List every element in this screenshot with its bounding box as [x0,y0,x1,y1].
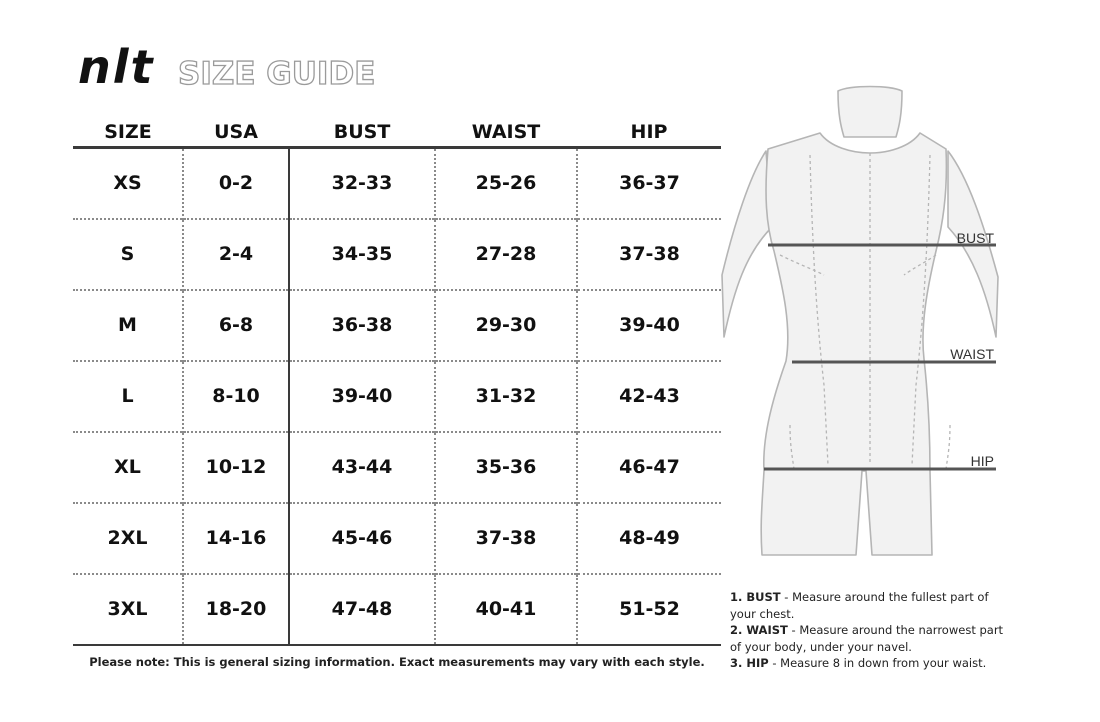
header-size: SIZE [73,118,183,148]
table-row [73,503,721,574]
instruction-term: 2. WAIST [730,623,788,637]
instruction-text: - Measure 8 in down from your waist. [768,656,987,670]
mannequin-neck [838,87,902,138]
cell-size: 3XL [73,574,183,645]
cell-bust: 45-46 [289,503,435,574]
cell-hip: 42-43 [577,361,721,432]
cell-waist: 40-41 [435,574,577,645]
cell-size: S [73,219,183,290]
table-row [73,148,721,219]
cell-hip: 51-52 [577,574,721,645]
instruction-waist [730,622,1005,655]
cell-hip: 36-37 [619,172,680,195]
mannequin-figure [720,85,1020,585]
cell-bust: 34-35 [289,219,435,290]
cell-usa: 18-20 [183,574,289,645]
cell-bust: 43-44 [289,432,435,503]
size-table [73,118,721,646]
table-row [73,361,721,432]
cell-usa: 2-4 [183,219,289,290]
waist-label: WAIST [950,346,994,362]
cell-size: 2XL [73,503,183,574]
cell-usa: 6-8 [183,290,289,361]
cell-hip: 48-49 [577,503,721,574]
cell-usa: 14-16 [183,503,289,574]
header-waist: WAIST [435,118,577,148]
table-row [73,290,721,361]
cell-usa: 0-2 [183,148,289,219]
cell-size: XS [73,148,183,219]
cell-usa: 10-12 [183,432,289,503]
bust-label: BUST [956,230,994,246]
table-header-row [73,118,721,148]
cell-bust: 39-40 [289,361,435,432]
header-hip: HIP [577,118,721,148]
header-bust: BUST [289,118,435,148]
cell-size: L [73,361,183,432]
measurement-instructions [730,589,1005,672]
cell-hip: 37-38 [577,219,721,290]
cell-waist: 25-26 [435,148,577,219]
instruction-text: - Measure around the narrowest part of your body, under your navel. [730,623,1004,654]
header-usa: USA [183,118,289,148]
mannequin-left-arm [722,151,772,337]
cell-bust: 36-38 [289,290,435,361]
sizing-note: Please note: This is general sizing information. Exact measurements may vary with each style. [89,655,705,669]
cell-bust: 32-33 [289,148,435,219]
cell-size: XL [73,432,183,503]
cell-hip: 46-47 [577,432,721,503]
table-row [73,574,721,645]
instruction-bust [730,589,1005,622]
cell-waist: 35-36 [435,432,577,503]
cell-usa: 8-10 [183,361,289,432]
cell-waist: 27-28 [435,219,577,290]
instruction-term: 1. BUST [730,590,781,604]
table-row [73,432,721,503]
instruction-term: 3. HIP [730,656,769,670]
instruction-hip [730,655,1005,672]
cell-bust: 47-48 [289,574,435,645]
cell-waist: 31-32 [435,361,577,432]
cell-waist: 29-30 [435,290,577,361]
instruction-text: - Measure around the fullest part of your chest. [730,590,989,621]
hip-label: HIP [970,453,994,469]
table-row [73,219,721,290]
cell-size: M [73,290,183,361]
brand-logo: nlt [78,40,155,94]
mannequin-body [761,133,946,555]
cell-waist: 37-38 [435,503,577,574]
cell-hip: 39-40 [577,290,721,361]
page-title: SIZE GUIDE [178,56,376,92]
